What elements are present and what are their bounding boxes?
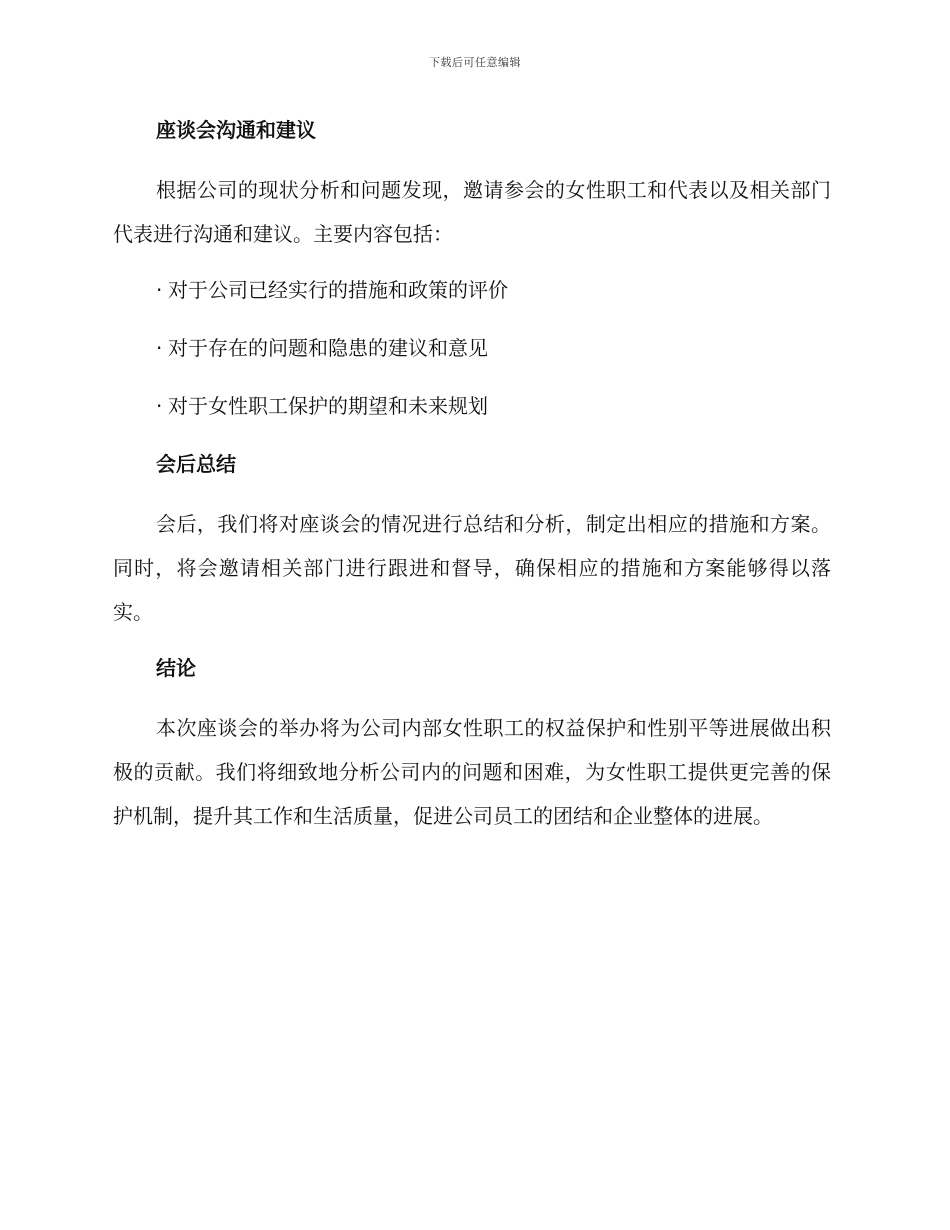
summary-paragraph: 会后，我们将对座谈会的情况进行总结和分析，制定出相应的措施和方案。同时，将会邀请相关部门进行跟进和督导，确保相应的措施和方案能够得以落实。: [113, 512, 831, 624]
bullet-marker: ·: [156, 336, 163, 360]
section-heading-discussion: 座谈会沟通和建议: [156, 118, 316, 142]
document-body: [113, 110, 831, 852]
bullet-marker: ·: [156, 394, 163, 418]
page-header-note: 下载后可任意编辑: [429, 56, 521, 69]
discussion-intro-paragraph: 根据公司的现状分析和问题发现，邀请参会的女性职工和代表以及相关部门代表进行沟通和建议。主要内容包括：: [113, 178, 831, 246]
bullet-marker: ·: [156, 278, 163, 302]
list-item: [113, 386, 831, 426]
bullet-text: 对于公司已经实行的措施和政策的评价: [168, 278, 508, 302]
section-heading-conclusion: 结论: [156, 656, 196, 680]
conclusion-paragraph: 本次座谈会的举办将为公司内部女性职工的权益保护和性别平等进展做出积极的贡献。我们将细致地分析公司内的问题和困难，为女性职工提供更完善的保护机制，提升其工作和生活质量，促进公司员工的团结和企业整体的进展。: [113, 716, 831, 828]
list-item: [113, 270, 831, 310]
bullet-text: 对于存在的问题和隐患的建议和意见: [168, 336, 488, 360]
bullet-text: 对于女性职工保护的期望和未来规划: [168, 394, 488, 418]
section-heading-summary: 会后总结: [156, 452, 236, 476]
discussion-bullet-list: [113, 270, 831, 426]
list-item: [113, 328, 831, 368]
